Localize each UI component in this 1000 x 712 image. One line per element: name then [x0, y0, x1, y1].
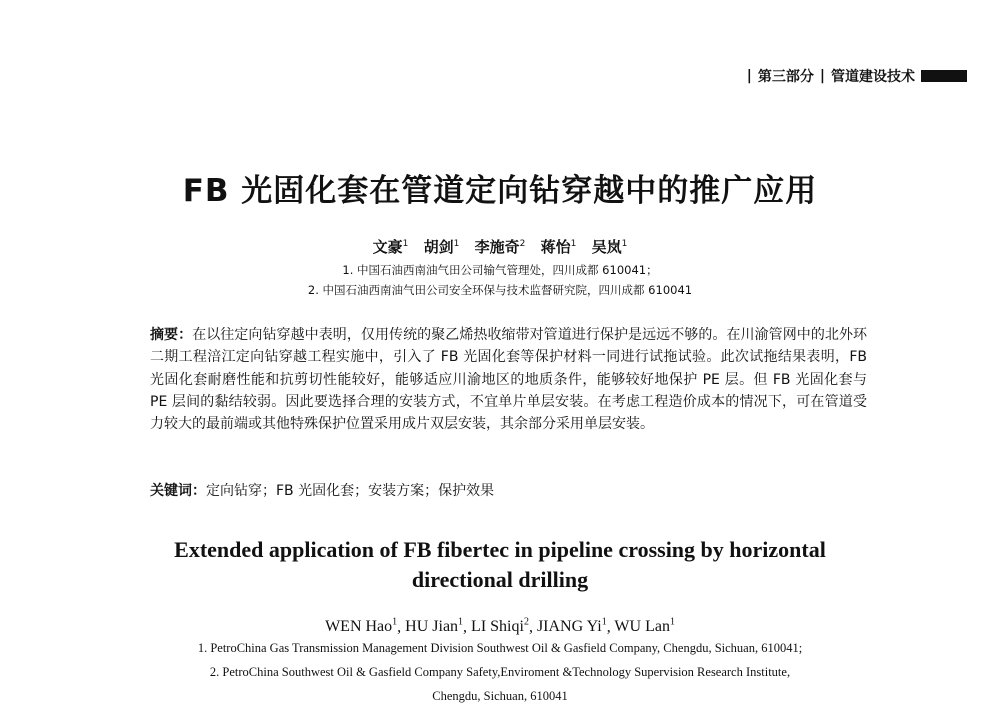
- cn-affiliation-1: 1. 中国石油西南油气田公司输气管理处，四川成都 610041；: [342, 263, 658, 277]
- cn-author: 李施奇$^2$: [474, 238, 526, 256]
- en-title: Extended application of FB fibertec in pipeline crossing by horizontal directional drilling: [174, 537, 826, 592]
- header-topic: 管道建设技术: [831, 69, 915, 85]
- header-separator: |: [746, 68, 752, 84]
- abstract-text: 在以往定向钻穿越中表明，仅用传统的聚乙烯热收缩带对管道进行保护是远远不够的。在川渝管网中的北外环二期工程涪江定向钻穿越工程实施中，引入了 FB 光固化套等保护材料一同进行试拖试验。此次试拖结果表明，FB 光固化套耐磨性能和抗剪切性能较好，能够适应川渝地区的地质条件，能够较好地保护 PE 层。但 FB 光固化套与 PE 层间的黏结较弱。因此要选择合理的安装方式，不宜单片单层安装。在考虑工程造价成本的情况下，可在管道受力较大的最前端或其他特殊保护位置采用成片双层安装，其余部分采用单层安装。: [150, 327, 868, 433]
- cn-authors: [0, 236, 1000, 257]
- en-author: JIANG Yi$^1$: [536, 617, 607, 636]
- cn-author: 吴岚$^1$: [591, 238, 628, 256]
- en-affiliation-2-cont: Chengdu, Sichuan, 610041: [432, 689, 568, 703]
- header-bar: [921, 70, 967, 82]
- keywords-text: 定向钻穿；FB 光固化套；安装方案；保护效果: [206, 483, 495, 499]
- abstract-label: 摘要：: [150, 327, 193, 343]
- en-author: WEN Hao$^1$: [325, 617, 398, 636]
- header-part: 第三部分: [757, 69, 814, 85]
- cn-abstract: [150, 324, 867, 435]
- cn-affiliation-2: 2. 中国石油西南油气田公司安全环保与技术监督研究院，四川成都 610041: [307, 283, 693, 297]
- en-authors: WEN Hao$^1$, HU Jian$^1$, LI Shiqi$^2$, JIANG Yi$^1$, WU Lan$^1$: [325, 617, 675, 636]
- en-affiliation-2: 2. PetroChina Southwest Oil & Gasfield Company Safety,Enviroment &Technology Supervision Research Institute,: [209, 665, 791, 679]
- en-author: WU Lan$^1$: [614, 617, 675, 636]
- en-author: HU Jian$^1$: [405, 617, 464, 636]
- cn-keywords: [150, 480, 867, 500]
- keywords-label: 关键词：: [150, 483, 206, 499]
- cn-title: FB 光固化套在管道定向钻穿越中的推广应用: [182, 173, 818, 209]
- cn-author: 蒋怡$^1$: [540, 238, 577, 256]
- cn-author: 文豪$^1$: [372, 238, 409, 256]
- cn-author: 胡剑$^1$: [423, 238, 460, 256]
- header-separator: |: [819, 68, 825, 84]
- en-author: LI Shiqi$^2$: [471, 617, 529, 636]
- en-affiliation-1: 1. PetroChina Gas Transmission Management Division Southwest Oil & Gasfield Company, Chengdu, Sichuan, 610041;: [197, 641, 803, 655]
- section-header: [741, 66, 967, 86]
